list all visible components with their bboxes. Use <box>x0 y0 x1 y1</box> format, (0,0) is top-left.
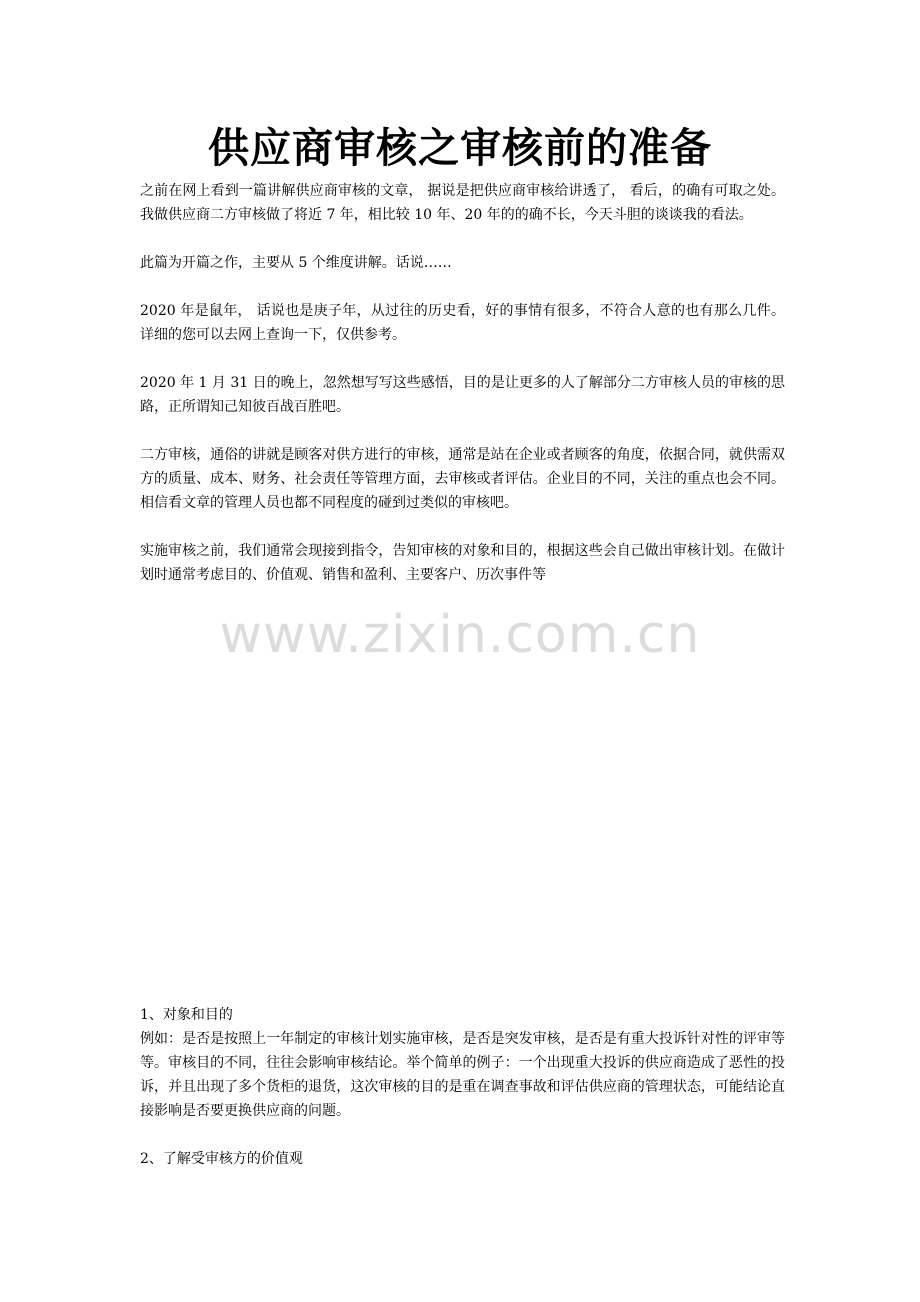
intro-paragraph-6: 实施审核之前，我们通常会现接到指令，告知审核的对象和目的，根据这些会自己做出审核计划。在做计划时通常考虑目的、价值观、销售和盈利、主要客户、历次事件等 <box>140 543 785 583</box>
section-1-heading: 1、对象和目的 <box>140 1007 233 1023</box>
section-1 <box>140 1003 785 1123</box>
intro-paragraph-3: 2020 年是鼠年， 话说也是庚子年，从过往的历史看，好的事情有很多，不符合人意的也有那么几件。详细的您可以去网上查询一下，仅供参考。 <box>140 303 785 343</box>
intro-paragraph-4: 2020 年 1 月 31 日的晚上，忽然想写写这些感悟，目的是让更多的人了解部分二方审核人员的审核的思路，正所谓知己知彼百战百胜吧。 <box>140 375 785 415</box>
sections-block <box>140 1003 785 1171</box>
document-title: 供应商审核之审核前的准备 <box>208 124 712 172</box>
watermark-text: www.zixin.com.cn <box>219 605 701 665</box>
section-2-heading: 2、了解受审核方的价值观 <box>140 1151 303 1167</box>
intro-paragraph-5: 二方审核，通俗的讲就是顾客对供方进行的审核，通常是站在企业或者顾客的角度，依据合同，就供需双方的质量、成本、财务、社会责任等管理方面，去审核或者评估。企业目的不同，关注的重点也会不同。相信看文章的管理人员也都不同程度的碰到过类似的审核吧。 <box>140 447 785 511</box>
section-1-body: 例如：是否是按照上一年制定的审核计划实施审核，是否是突发审核，是否是有重大投诉针对性的评审等等。审核目的不同，往往会影响审核结论。举个简单的例子：一个出现重大投诉的供应商造成了恶性的投诉，并且出现了多个货柜的退货，这次审核的目的是重在调查事故和评估供应商的管理状态，可能结论直接影响是否要更换供应商的问题。 <box>140 1031 785 1119</box>
section-2 <box>140 1147 785 1171</box>
intro-paragraph-1: 之前在网上看到一篇讲解供应商审核的文章， 据说是把供应商审核给讲透了， 看后，的确有可取之处。我做供应商二方审核做了将近 7 年，相比较 10 年、20 年的的确不长，今天斗胆的谈谈我的看法。 <box>140 183 785 223</box>
intro-paragraph-2: 此篇为开篇之作，主要从 5 个维度讲解。话说…… <box>140 255 452 271</box>
intro-section <box>140 179 785 587</box>
